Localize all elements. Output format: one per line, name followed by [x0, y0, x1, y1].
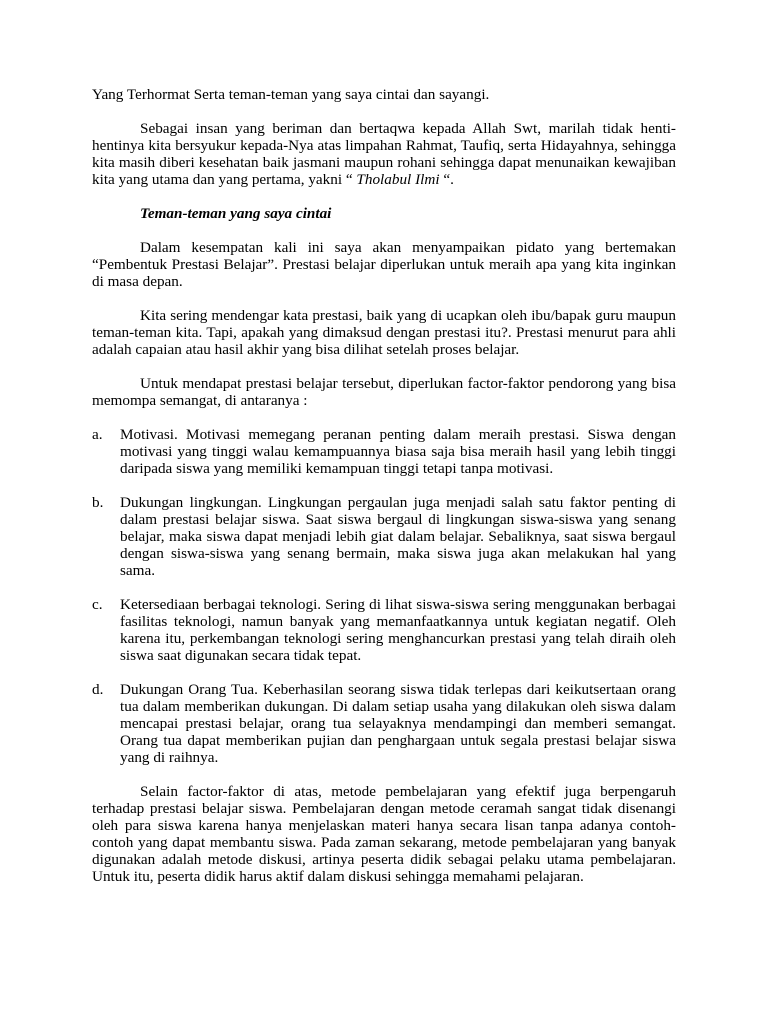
- factors-intro-paragraph: Untuk mendapat prestasi belajar tersebut, diperlukan factor-faktor pendorong yang bisa memompa semangat, di antaranya :: [92, 375, 676, 409]
- spacer: [92, 290, 676, 307]
- opening-paragraph-end: “.: [439, 171, 454, 188]
- section-heading: Teman-teman yang saya cintai: [140, 205, 332, 222]
- theme-paragraph: Dalam kesempatan kali ini saya akan menyampaikan pidato yang bertemakan “Pembentuk Prestasi Belajar”. Prestasi belajar diperlukan untuk meraih apa yang kita inginkan di masa depan.: [92, 239, 676, 290]
- spacer: [92, 664, 676, 681]
- spacer: [92, 766, 676, 783]
- list-item-text: Dukungan lingkungan. Lingkungan pergaulan juga menjadi salah satu faktor penting di dalam prestasi belajar siswa. Saat siswa bergaul di lingkungan siswa-siswa yang senang belajar, maka siswa dapat menjadi lebih giat dalam belajar. Sebaliknya, saat siswa bergaul dengan siswa-siswa yang senang bermain, maka siswa juga akan melakukan hal yang sama.: [120, 494, 676, 579]
- document-page: [92, 86, 676, 885]
- spacer: [92, 358, 676, 375]
- list-item-text: Ketersediaan berbagai teknologi. Sering di lihat siswa-siswa sering menggunakan berbagai fasilitas teknologi, namun banyak yang memanfaatkannya untuk kegiatan negatif. Oleh karena itu, perkembangan teknologi sering menghancurkan prestasi yang telah diraih oleh siswa saat digunakan secara tidak tepat.: [120, 596, 676, 664]
- tholabul-ilmi-phrase: Tholabul Ilmi: [356, 171, 440, 188]
- definition-paragraph: Kita sering mendengar kata prestasi, baik yang di ucapkan oleh ibu/bapak guru maupun teman-teman kita. Tapi, apakah yang dimaksud dengan prestasi itu?. Prestasi menurut para ahli adalah capaian atau hasil akhir yang bisa dilihat setelah proses belajar.: [92, 307, 676, 358]
- list-item: [92, 426, 676, 477]
- spacer: [92, 409, 676, 426]
- list-item-text: Dukungan Orang Tua. Keberhasilan seorang siswa tidak terlepas dari keikutsertaan orang tua dalam memberikan dukungan. Di dalam setiap usaha yang dilakukan oleh siswa dalam mencapai prestasi belajar, orang tua selayaknya mendampingi dan memberi semangat. Orang tua dapat memberikan pujian dan penghargaan untuk segala prestasi belajar siswa yang di raihnya.: [120, 681, 676, 766]
- closing-paragraph: Selain factor-faktor di atas, metode pembelajaran yang efektif juga berpengaruh terhadap prestasi belajar siswa. Pembelajaran dengan metode ceramah sangat tidak disenangi oleh para siswa karena hanya menjelaskan materi hanya secara lisan tanpa adanya contoh-contoh yang dapat membantu siswa. Pada zaman sekarang, metode pembelajaran yang banyak digunakan adalah metode diskusi, artinya peserta didik sebagai pelaku utama pembelajaran. Untuk itu, peserta didik harus aktif dalam diskusi sehingga memahami pelajaran.: [92, 783, 676, 885]
- spacer: [92, 188, 676, 205]
- spacer: [92, 222, 676, 239]
- list-marker: c.: [92, 596, 103, 613]
- spacer: [92, 579, 676, 596]
- list-marker: a.: [92, 426, 103, 443]
- list-marker: b.: [92, 494, 104, 511]
- list-item: [92, 494, 676, 579]
- list-item: [92, 596, 676, 664]
- opening-paragraph: [92, 120, 676, 188]
- spacer: [92, 477, 676, 494]
- opening-paragraph-text: Sebagai insan yang beriman dan bertaqwa kepada Allah Swt, marilah tidak henti-hentinya kita bersyukur kepada-Nya atas limpahan Rahmat, Taufiq, serta Hidayahnya, sehingga kita masih diberi kesehatan baik jasmani maupun rohani sehingga dapat menunaikan kewajiban kita yang utama dan yang pertama, yakni “: [92, 120, 676, 188]
- greeting: Yang Terhormat Serta teman-teman yang saya cintai dan sayangi.: [92, 86, 490, 103]
- spacer: [92, 103, 676, 120]
- list-item: [92, 681, 676, 766]
- list-item-text: Motivasi. Motivasi memegang peranan penting dalam meraih prestasi. Siswa dengan motivasi yang tinggi walau kemampuannya biasa saja bisa meraih hasil yang lebih tinggi daripada siswa yang memiliki kemampuan tinggi tetapi tanpa motivasi.: [120, 426, 676, 477]
- list-marker: d.: [92, 681, 104, 698]
